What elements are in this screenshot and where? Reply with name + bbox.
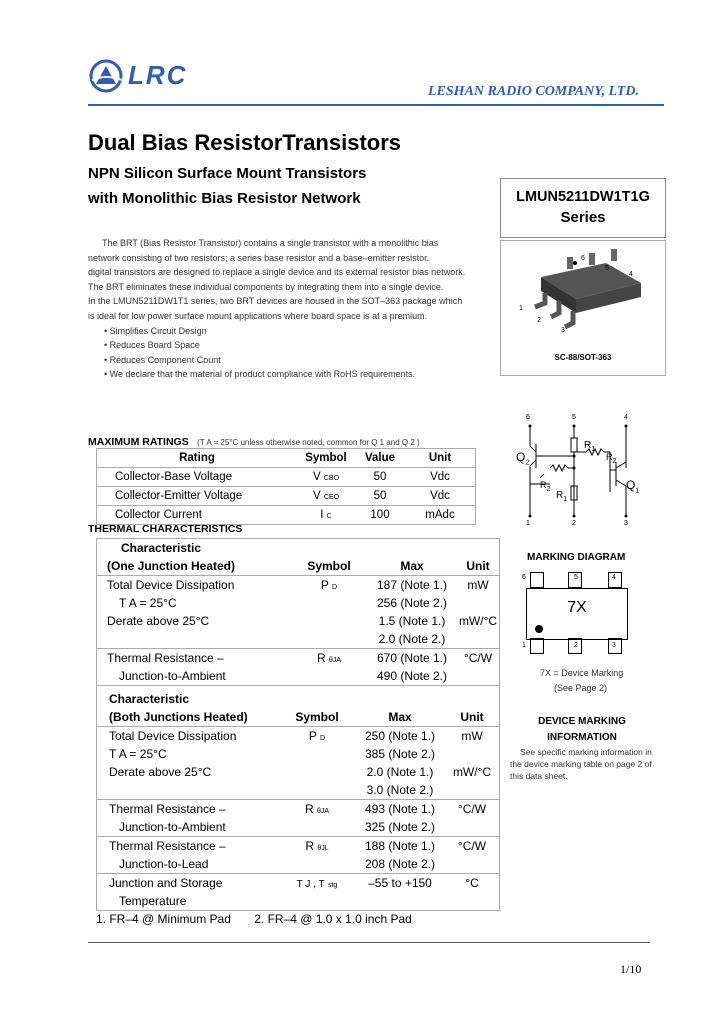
header-divider (88, 104, 664, 106)
symbol-sub: D (320, 735, 326, 742)
char-cell (97, 649, 291, 686)
q1-label (626, 478, 639, 494)
marking-legend (540, 666, 623, 696)
symbol-cell (279, 874, 355, 911)
max-cell (355, 727, 445, 800)
rating-cell: Collector Current (115, 509, 202, 521)
r1b-sub: 1 (563, 496, 568, 503)
unit-cell (457, 576, 499, 649)
r2b-main: R (540, 480, 547, 490)
mk-pin-label: 1 (522, 642, 526, 649)
legend-line: (See Page 2) (554, 683, 608, 693)
max-line: 208 (Note 2.) (364, 857, 436, 871)
symbol-sub: θJA (328, 657, 342, 664)
note-2: 2. FR–4 @ 1.0 x 1.0 inch Pad (254, 912, 412, 926)
device-marking-title (510, 714, 654, 746)
mk-pin-label: 6 (522, 574, 526, 581)
symbol-main: I (320, 509, 324, 521)
symbol-cell (297, 506, 355, 525)
q2-label-sub: 2 (525, 459, 530, 467)
pkg-pin-label: 1 (519, 305, 523, 312)
max-cell (355, 837, 445, 874)
max-line: 670 (Note 1.) (376, 651, 448, 665)
max-line: 490 (Note 2.) (376, 669, 448, 683)
header-symbol: Symbol (295, 710, 339, 724)
header-unit: Unit (460, 710, 484, 724)
table-row (97, 468, 475, 487)
header-char-2: (One Junction Heated) (107, 559, 236, 573)
symbol-main: V (312, 490, 321, 502)
value-cell: 50 (355, 468, 405, 487)
r2-main: R (606, 452, 613, 462)
circuit-pin-label: 6 (526, 414, 530, 421)
r1-main: R (584, 440, 592, 451)
max-line: 325 (Note 2.) (364, 820, 436, 834)
char-cell (97, 727, 279, 800)
r1-sub: 1 (591, 446, 596, 453)
dmi-line: the device marking table on page 2 of (510, 759, 652, 769)
symbol-cell (291, 649, 367, 686)
pkg-pin-label: 6 (581, 255, 585, 262)
marking-pad (530, 638, 544, 654)
pkg-pin-label: 3 (561, 327, 565, 334)
part-number: LMUN5211DW1T1G (516, 189, 650, 205)
dmi-title-2: INFORMATION (547, 732, 617, 743)
marking-diagram-title: MARKING DIAGRAM (527, 552, 626, 563)
r2b-sub: 2 (546, 485, 551, 493)
table-row (97, 506, 475, 525)
unit-cell: °C/W (463, 651, 493, 665)
max-line: 2.0 (Note 1.) (366, 765, 434, 779)
mk-pin-label: 3 (612, 642, 616, 649)
header-characteristic (97, 539, 291, 576)
r2-label-bottom (540, 480, 550, 493)
symbol-main: R (316, 651, 326, 665)
feature-item: • Simplifies Circuit Design (104, 324, 478, 339)
circuit-pin-label: 1 (526, 520, 530, 527)
r1b-main: R (556, 490, 564, 501)
char-cell (97, 576, 291, 649)
thermal-table (96, 538, 500, 911)
page-number: 1/10 (620, 962, 642, 976)
unit-cell: Vdc (405, 487, 475, 506)
header-char-1: Characteristic (109, 692, 190, 706)
max-cell (355, 800, 445, 837)
table-header-row (97, 539, 499, 576)
package-caption: SC-88/SOT-363 (554, 353, 612, 362)
intro-text (88, 236, 478, 382)
max-line: 256 (Note 2.) (376, 596, 448, 610)
thermal-title: THERMAL CHARACTERISTICS (88, 523, 243, 535)
marking-diagram (522, 572, 642, 654)
pkg-pin-label: 2 (537, 317, 541, 324)
device-marking-text (510, 746, 660, 782)
header-char-1: Characteristic (121, 541, 202, 555)
symbol-main: V (312, 471, 321, 483)
symbol-main: R (304, 802, 314, 816)
q2-label-main: Q (516, 450, 526, 464)
circuit-schematic-icon (510, 412, 660, 532)
rating-cell: Collector-Emitter Voltage (97, 487, 297, 506)
table-row (97, 727, 499, 800)
circuit-pin-label: 4 (624, 414, 628, 421)
subtitle-line-2: with Monolithic Bias Resistor Network (88, 190, 361, 207)
symbol-cell (291, 576, 367, 649)
max-line: 188 (Note 1.) (364, 839, 436, 853)
q2-label (516, 450, 529, 466)
unit-cell: mAdc (425, 509, 455, 521)
unit-cell: °C/W (457, 839, 487, 853)
char-line: Temperature (119, 894, 187, 908)
symbol-sub: CBO (323, 475, 340, 482)
col-unit: Unit (405, 449, 475, 468)
col-rating: Rating (97, 449, 297, 468)
intro-line: The BRT eliminates these individual components by integrating them into a single device. (88, 281, 444, 292)
mk-pin-label: 5 (574, 574, 578, 581)
unit-line: mW (467, 578, 489, 592)
feature-item: • Reduces Component Count (104, 353, 478, 368)
table-row (97, 800, 499, 837)
symbol-main: T J , T (296, 879, 325, 890)
header-characteristic (97, 686, 279, 727)
char-line: Junction-to-Ambient (119, 669, 226, 683)
footer-divider (88, 942, 650, 943)
symbol-sub: C (326, 513, 332, 520)
max-cell (367, 649, 457, 686)
symbol-cell (279, 837, 355, 874)
symbol-cell (297, 468, 355, 487)
max-ratings-note: (T A = 25°C unless otherwise noted, common for Q 1 and Q 2 ) (197, 438, 420, 447)
pin1-dot-icon (535, 625, 543, 633)
package-box (500, 240, 666, 376)
char-line: T A = 25°C (109, 747, 167, 761)
unit-line: mW/°C (458, 614, 498, 628)
table-header-row (97, 686, 499, 727)
char-line: Junction-to-Ambient (119, 820, 226, 834)
feature-item: • Reduces Board Space (104, 338, 478, 353)
symbol-cell (279, 727, 355, 800)
char-line: Derate above 25°C (107, 614, 210, 628)
char-cell (97, 837, 279, 874)
dmi-title-1: DEVICE MARKING (538, 716, 626, 727)
r2-label-top (606, 452, 616, 465)
part-series: Series (560, 209, 606, 226)
char-line: Junction and Storage (109, 876, 223, 890)
circuit-pin-label: 2 (572, 520, 576, 527)
max-line: 1.5 (Note 1.) (378, 614, 446, 628)
symbol-sub: D (332, 584, 338, 591)
symbol-cell (297, 487, 355, 506)
company-name: LESHAN RADIO COMPANY, LTD. (428, 84, 639, 99)
char-line: Derate above 25°C (109, 765, 212, 779)
r2-sub: 2 (612, 457, 617, 465)
max-cell: –55 to +150 (368, 876, 432, 890)
q1-label-sub: 1 (635, 487, 640, 495)
char-line: Thermal Resistance – (107, 651, 224, 665)
unit-cell (445, 727, 499, 800)
circuit-pin-label: 5 (572, 414, 576, 421)
symbol-sub: CEO (323, 494, 340, 501)
header-max: Max (400, 559, 424, 573)
header-char-2: (Both Junctions Heated) (109, 710, 248, 724)
marking-body (526, 588, 628, 640)
max-line: 187 (Note 1.) (376, 578, 448, 592)
mk-pin-label: 2 (574, 642, 578, 649)
pkg-pin-label: 5 (605, 265, 609, 272)
char-line: Thermal Resistance – (109, 839, 226, 853)
page-title: Dual Bias ResistorTransistors (88, 130, 402, 155)
symbol-cell (279, 800, 355, 837)
value-cell: 100 (370, 509, 390, 521)
circuit-pin-label: 3 (624, 520, 628, 527)
symbol-main: P (320, 578, 329, 592)
max-line: 385 (Note 2.) (364, 747, 436, 761)
intro-line: In the LMUN5211DW1T1 series, two BRT devices are housed in the SOT–363 package which (88, 296, 463, 307)
unit-cell: °C (465, 876, 479, 890)
col-value: Value (355, 449, 405, 468)
header-max: Max (388, 710, 412, 724)
table-row (97, 874, 499, 911)
marking-code: 7X (567, 599, 587, 616)
header-unit: Unit (466, 559, 490, 573)
symbol-sub: θJL (317, 845, 329, 852)
intro-line: digital transistors are designed to replace a single device and its external resistor bias network. (88, 267, 466, 278)
intro-line: The BRT (Bias Resistor Transistor) contains a single transistor with a monolithic bias (102, 238, 439, 248)
feature-item: • We declare that the material of product compliance with RoHS requirements. (104, 367, 478, 382)
char-line: Total Device Dissipation (109, 729, 237, 743)
rating-cell: Collector-Base Voltage (97, 468, 297, 487)
intro-line: is ideal for low power surface mount applications where board space is at a premium. (88, 310, 428, 321)
table-row (97, 487, 475, 506)
intro-line: network consisting of two resistors; a series base resistor and a base–emitter resistor. (88, 252, 430, 263)
table-header-row (97, 449, 475, 468)
header-symbol: Symbol (307, 559, 351, 573)
feature-list (88, 324, 478, 382)
pkg-pin-label: 4 (629, 271, 633, 278)
max-line: 3.0 (Note 2.) (366, 783, 434, 797)
unit-cell: °C/W (457, 802, 487, 816)
max-line: 250 (Note 1.) (364, 729, 436, 743)
max-cell (367, 576, 457, 649)
max-ratings-table (96, 448, 476, 525)
marking-pad (530, 572, 544, 588)
max-ratings-title: MAXIMUM RATINGS (88, 436, 189, 448)
max-line: 2.0 (Note 2.) (378, 632, 446, 646)
symbol-sub: θJA (316, 808, 330, 815)
circuit-diagram (510, 412, 660, 532)
symbol-sub: stg (327, 882, 338, 889)
symbol-main: P (308, 729, 317, 743)
dmi-line: See specific marking information in (520, 747, 652, 757)
char-line: Total Device Dissipation (107, 578, 235, 592)
char-line: T A = 25°C (119, 596, 177, 610)
q1-label-main: Q (626, 478, 636, 492)
table-row (97, 649, 499, 686)
logo-emblem-icon (88, 58, 128, 94)
unit-cell: Vdc (405, 468, 475, 487)
note-1: 1. FR–4 @ Minimum Pad (96, 912, 231, 926)
legend-line: 7X = Device Marking (540, 668, 624, 678)
logo-text: LRC (128, 60, 188, 90)
col-symbol: Symbol (297, 449, 355, 468)
thermal-notes (96, 912, 412, 926)
subtitle-line-1: NPN Silicon Surface Mount Transistors (88, 165, 367, 182)
r1-label-bottom (556, 490, 567, 503)
char-cell (97, 874, 279, 911)
dmi-line: this data sheet. (510, 771, 568, 781)
table-row (97, 837, 499, 874)
value-cell: 50 (355, 487, 405, 506)
mk-pin-label: 4 (612, 574, 616, 581)
char-cell (97, 800, 279, 837)
r1-label-top (584, 440, 595, 453)
logo (88, 56, 228, 98)
unit-line: mW/°C (452, 765, 492, 779)
char-line: Junction-to-Lead (119, 857, 209, 871)
symbol-main: R (305, 839, 315, 853)
char-line: Thermal Resistance – (109, 802, 226, 816)
max-line: 493 (Note 1.) (364, 802, 436, 816)
part-number-box (500, 178, 666, 238)
unit-line: mW (461, 729, 483, 743)
table-row (97, 576, 499, 649)
